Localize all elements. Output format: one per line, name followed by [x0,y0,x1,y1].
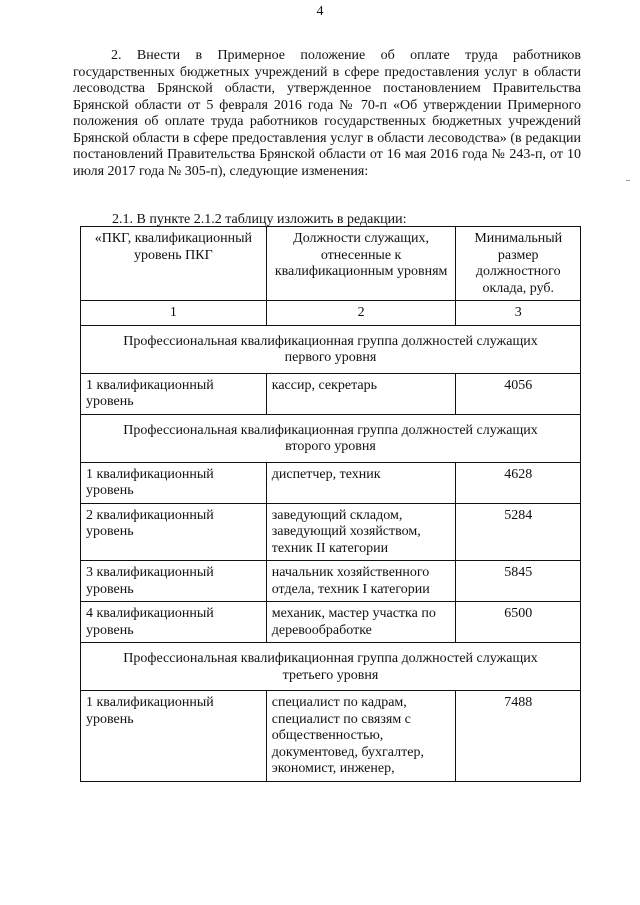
level-cell: 1 квалификационный уровень [81,462,267,503]
group-header-row [81,643,581,691]
salary-table [80,226,581,782]
table-row [81,373,581,414]
group-title-2: Профессиональная квалификационная группа должностей служащих второго уровня [81,414,581,462]
group-header-row [81,414,581,462]
header-pkg: «ПКГ, квалификационный уровень ПКГ [81,227,267,301]
table-row [81,561,581,602]
group-title-3: Профессиональная квалификационная группа должностей служащих третьего уровня [81,643,581,691]
positions-cell: диспетчер, техник [266,462,456,503]
column-number-1: 1 [81,301,267,326]
level-cell: 1 квалификационный уровень [81,373,267,414]
salary-cell: 4056 [456,373,581,414]
salary-cell: 6500 [456,602,581,643]
group-header-row [81,325,581,373]
level-cell: 1 квалификационный уровень [81,691,267,782]
positions-cell: механик, мастер участка по деревообработке [266,602,456,643]
column-number-3: 3 [456,301,581,326]
table-row [81,602,581,643]
margin-mark [626,180,630,181]
salary-cell: 5845 [456,561,581,602]
level-cell: 3 квалификационный уровень [81,561,267,602]
salary-cell: 5284 [456,503,581,561]
table-row [81,503,581,561]
positions-cell: заведующий складом, заведующий хозяйством, техник II категории [266,503,456,561]
positions-cell: специалист по кадрам, специалист по связям с общественностью, документовед, бухгалтер, экономист, инженер, [266,691,456,782]
intro-paragraph [73,48,581,180]
table-row [81,462,581,503]
positions-cell: кассир, секретарь [266,373,456,414]
column-number-2: 2 [266,301,456,326]
positions-cell: начальник хозяйственного отдела, техник I категории [266,561,456,602]
subpoint-text: 2.1. В пункте 2.1.2 таблицу изложить в редакции: [112,212,407,227]
table-number-row [81,301,581,326]
page-number: 4 [316,4,324,19]
header-positions: Должности служащих, отнесенные к квалификационным уровням [266,227,456,301]
table-row [81,691,581,782]
level-cell: 2 квалификационный уровень [81,503,267,561]
salary-cell: 4628 [456,462,581,503]
table-header-row [81,227,581,301]
header-salary: Минимальный размер должностного оклада, руб. [456,227,581,301]
intro-text: 2. Внести в Примерное положение об оплате труда работников государственных бюджетных учреждений в сфере предоставления услуг в области лесоводства Брянской области, утвержденное постановлением Правительства Брянской области от 5 февраля 2016 года № 70-п «Об утверждении Примерного положения об оплате труда работников государственных бюджетных учреждений Брянской области в сфере предоставления услуг в области лесоводства» (в редакции постановлений Правительства Брянской области от 16 мая 2016 года № 243-п, от 10 июля 2017 года № 305-п), следующие изменения: [73,48,581,179]
level-cell: 4 квалификационный уровень [81,602,267,643]
salary-cell: 7488 [456,691,581,782]
group-title-1: Профессиональная квалификационная группа должностей служащих первого уровня [81,325,581,373]
